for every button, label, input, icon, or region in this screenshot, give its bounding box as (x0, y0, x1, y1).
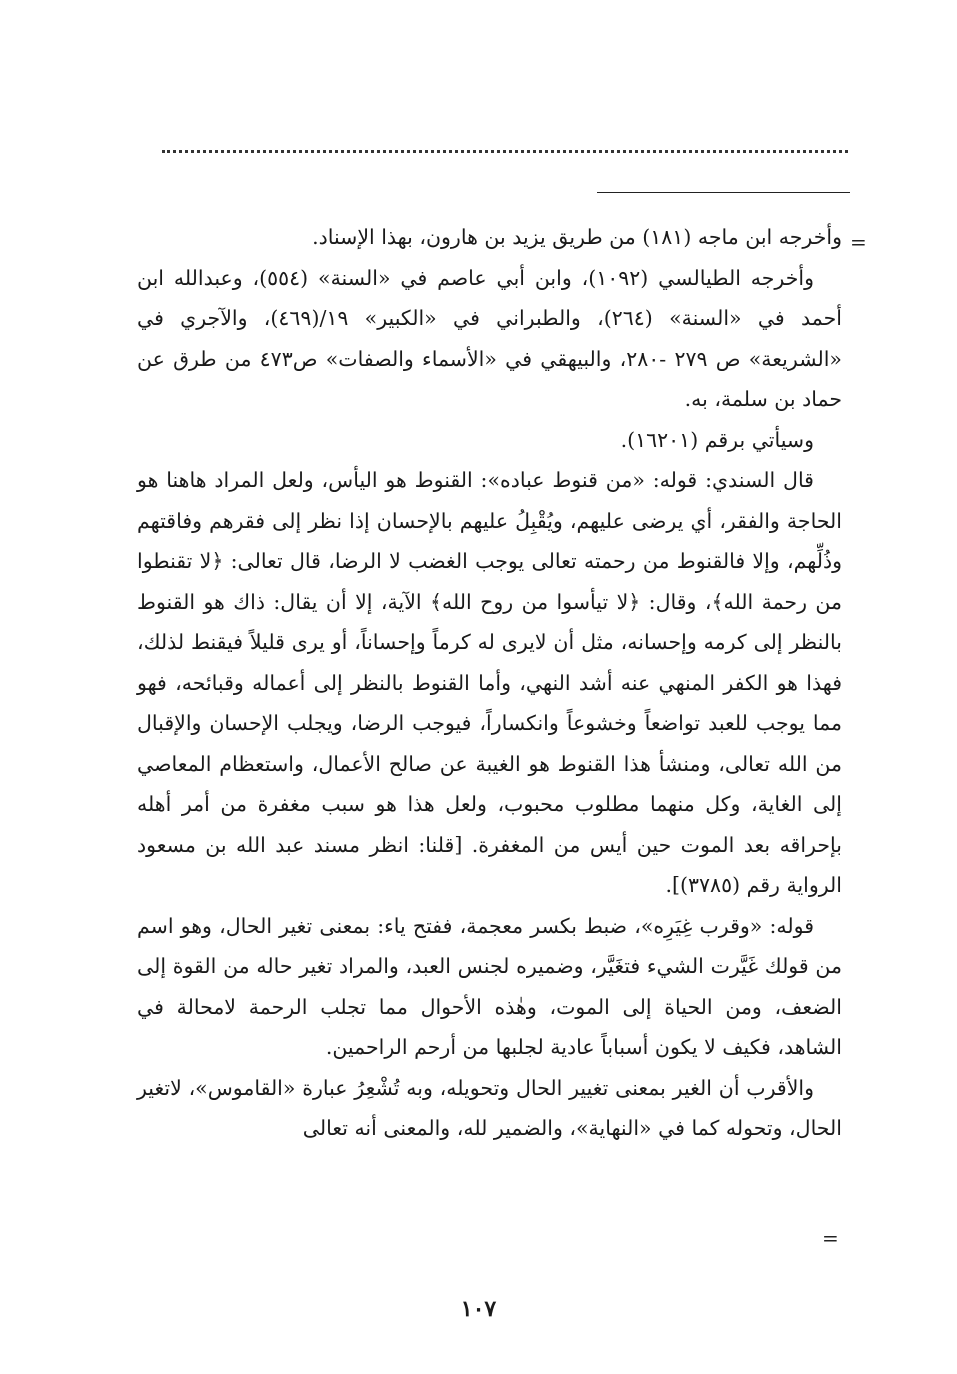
paragraph-4: قال السندي: قوله: «من قنوط عباده»: القنوط هو اليأس، ولعل المراد هاهنا هو الحاجة والفقر، أي يرضى عليهم، ويُقْبِلُ عليهم بالإحسان إذا نظر إلى فقرهم وفاقتهم وذُلِّهم، وإلا فالقنوط من رحمته تعالى يوجب الغضب لا الرضا، قال تعالى: ﴿لا تقنطوا من رحمة الله﴾، وقال: ﴿لا تيأسوا من روح الله﴾ الآية، إلا أن يقال: ذاك هو القنوط بالنظر إلى كرمه وإحسانه، مثل أن لايرى له كرماً وإحساناً، أو يرى قليلاً فيقنط لذلك، فهذا هو الكفر المنهي عنه أشد النهي، وأما القنوط بالنظر إلى أعماله وقبائحه، فهو مما يوجب للعبد تواضعاً وخشوعاً وانكساراً، فيوجب الرضا، ويجلب الإحسان والإقبال من الله تعالى، ومنشأ هذا القنوط هو الغيبة عن صالح الأعمال، واستعظام المعاصي إلى الغاية، وكل منهما مطلوب محبوب، ولعل هذا هو سبب مغفرة من أمر أهله بإحراقه بعد الموت حين أيس من المغفرة. [قلنا: انظر مسند عبد الله بن مسعود الرواية رقم (٣٧٨٥)]. (137, 468, 842, 897)
page-number: ١٠٧ (460, 1296, 497, 1322)
continuation-mark-top: = (850, 230, 867, 254)
continuation-mark-bottom: = (822, 1226, 839, 1250)
paragraph-5: قوله: «وقرب غِيَرِه»، ضبط بكسر معجمة، ففتح ياء: بمعنى تغير الحال، وهو اسم من قولك غَيَّرت الشيء فتغَيَّر، وضميره لجنس العبد، والمراد تغير حاله من القوة إلى الضعف، ومن الحياة إلى الموت، وهٰذه الأحوال مما تجلب الرحمة لامحالة في الشاهد، فكيف لا يكون أسباباً عادية لجلبها من أرحم الراحمين. (137, 913, 842, 1059)
paragraph-1: وأخرجه ابن ماجه (١٨١) من طريق يزيد بن هارون، بهذا الإسناد. (312, 225, 842, 249)
footnote-text-block (137, 217, 842, 1149)
dotted-separator (162, 150, 848, 153)
paragraph-6: والأقرب أن الغير بمعنى تغيير الحال وتحويله، وبه تُشْعِرُ عبارة «القاموس»، لاتغير الحال، وتحوله كما في «النهاية»، والضمير لله، والمعنى أنه تعالى (137, 1075, 842, 1140)
footnote-separator-line (597, 192, 850, 193)
paragraph-3: وسيأتي برقم (١٦٢٠١). (620, 427, 814, 452)
paragraph-2: وأخرجه الطيالسي (١٠٩٢)، وابن أبي عاصم في «السنة» (٥٥٤)، وعبدالله ابن أحمد في «السنة» (٢٦٤)، والطبراني في «الكبير» ١٩/(٤٦٩)، والآجري في «الشريعة» ص ٢٧٩ -٢٨٠، والبيهقي في «الأسماء والصفات» ص٤٧٣ من طرق عن حماد بن سلمة، به. (137, 265, 843, 411)
